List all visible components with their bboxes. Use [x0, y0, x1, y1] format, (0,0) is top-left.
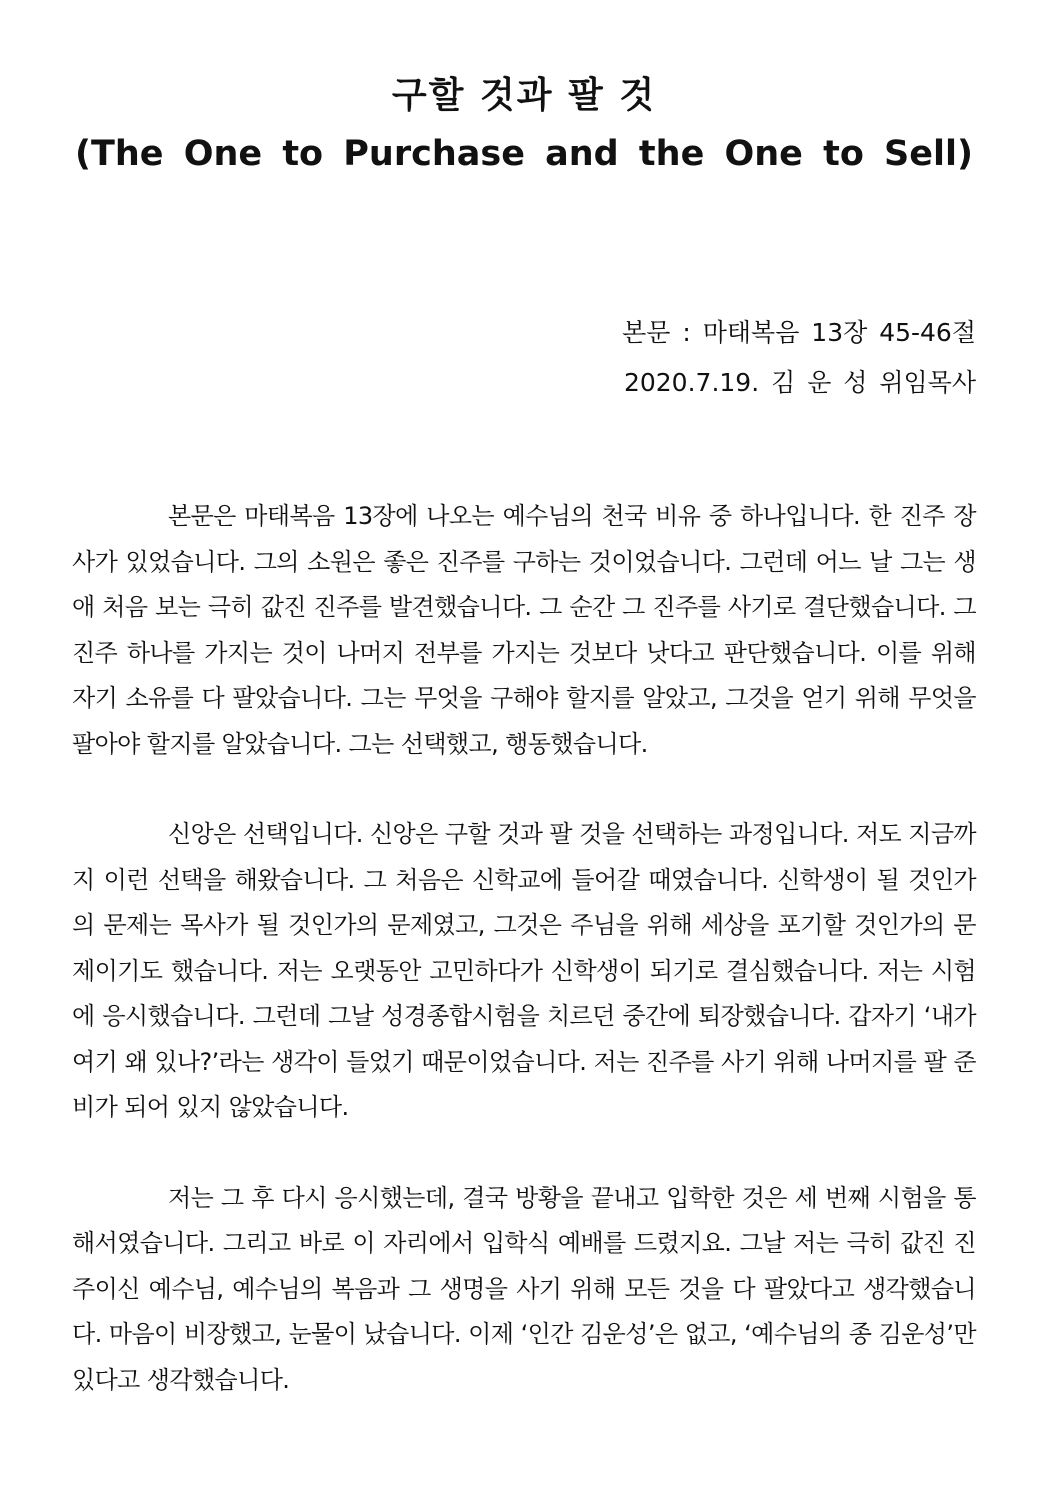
sermon-info: [622, 308, 976, 408]
paragraph-1: 본문은 마태복음 13장에 나오는 예수님의 천국 비유 중 하나입니다. 한 진주 장사가 있었습니다. 그의 소원은 좋은 진주를 구하는 것이었습니다. 그런데 어느 날 그는 생애 처음 보는 극히 값진 진주를 발견했습니다. 그 순간 그 진주를 사기로 결단했습니다. 그 진주 하나를 가지는 것이 나머지 전부를 가지는 것보다 낫다고 판단했습니다. 이를 위해 자기 소유를 다 팔았습니다. 그는 무엇을 구해야 할지를 알았고, 그것을 얻기 위해 무엇을 팔아야 할지를 알았습니다. 그는 선택했고, 행동했습니다.: [72, 502, 976, 758]
paragraph-3: 저는 그 후 다시 응시했는데, 결국 방황을 끝내고 입학한 것은 세 번째 시험을 통해서였습니다. 그리고 바로 이 자리에서 입학식 예배를 드렸지요. 그날 저는 극히 값진 진주이신 예수님, 예수님의 복음과 그 생명을 사기 위해 모든 것을 다 팔았다고 생각했습니다. 마음이 비장했고, 눈물이 났습니다. 이제 ‘인간 김운성’은 없고, ‘예수님의 종 김운성’만 있다고 생각했습니다.: [72, 1183, 976, 1394]
sermon-body: [72, 494, 976, 1448]
title-korean: 구할 것과 팔 것: [391, 75, 657, 116]
paragraph-2: 신앙은 선택입니다. 신앙은 구할 것과 팔 것을 선택하는 과정입니다. 저도 지금까지 이런 선택을 해왔습니다. 그 처음은 신학교에 들어갈 때였습니다. 신학생이 될 것인가의 문제는 목사가 될 것인가의 문제였고, 그것은 주님을 위해 세상을 포기할 것인가의 문제이기도 했습니다. 저는 오랫동안 고민하다가 신학생이 되기로 결심했습니다. 저는 시험에 응시했습니다. 그런데 그날 성경종합시험을 치르던 중간에 퇴장했습니다. 갑자기 ‘내가 여기 왜 있나?’라는 생각이 들었기 때문이었습니다. 저는 진주를 사기 위해 나머지를 팔 준비가 되어 있지 않았습니다.: [72, 820, 976, 1121]
date-author: 2020.7.19. 김 운 성 위임목사: [623, 368, 976, 397]
scripture-reference: 본문 : 마태복음 13장 45-46절: [622, 318, 976, 347]
title-english: (The One to Purchase and the One to Sell): [75, 134, 973, 174]
